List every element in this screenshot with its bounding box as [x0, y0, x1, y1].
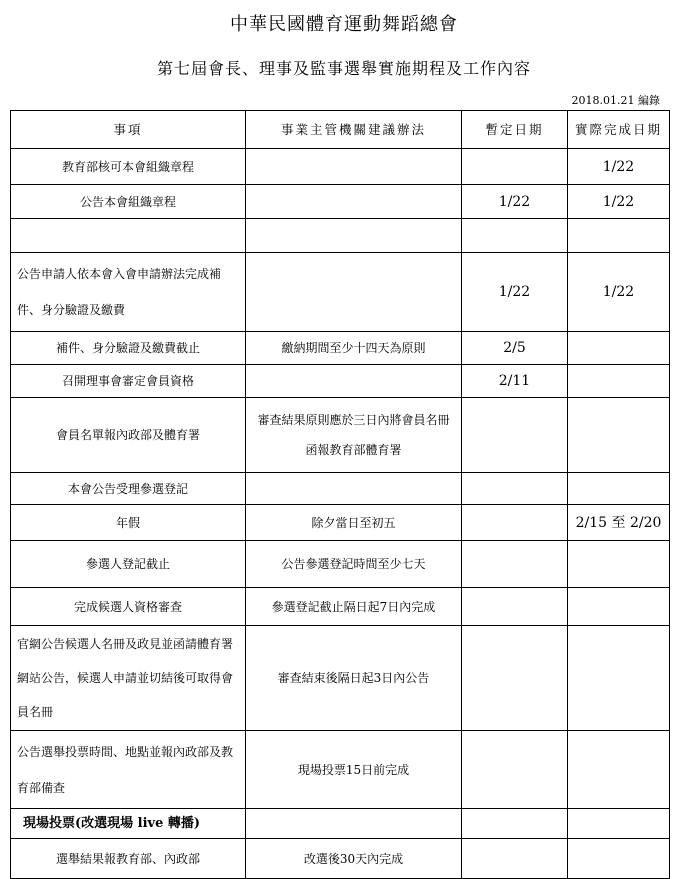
table-cell: 除夕當日至初五 [246, 505, 462, 541]
table-cell [246, 253, 462, 332]
table-cell [462, 505, 568, 541]
table-cell: 年假 [11, 505, 246, 541]
table-cell: 繳納期間至少十四天為原則 [246, 332, 462, 365]
table-cell: 審查結束後隔日起3日內公告 [246, 626, 462, 731]
table-cell: 選舉結果報教育部、內政部 [11, 839, 246, 879]
table-cell: 1/22 [568, 149, 670, 185]
table-row [11, 588, 670, 626]
table-cell [568, 473, 670, 505]
table-cell: 1/22 [568, 185, 670, 219]
table-cell [462, 626, 568, 731]
table-cell [568, 365, 670, 398]
table-row [11, 149, 670, 185]
table-cell [568, 332, 670, 365]
table-cell [462, 398, 568, 473]
table-cell: 1/22 [462, 185, 568, 219]
document-title: 中華民國體育運動舞蹈總會 [230, 14, 458, 35]
date-note: 2018.01.21 編錄 [571, 94, 660, 107]
document-subtitle: 第七屆會長、理事及監事選舉實施期程及工作內容 [156, 59, 531, 78]
table-cell [462, 809, 568, 839]
table-cell: 公告本會組織章程 [11, 185, 246, 219]
table-cell: 補件、身分驗證及繳費截止 [11, 332, 246, 365]
table-cell [462, 219, 568, 253]
table-cell: 現場投票(改選現場 live 轉播) [11, 809, 246, 839]
table-cell: 審查結果原則應於三日內將會員名冊函報教育部體育署 [246, 398, 462, 473]
schedule-table [10, 110, 670, 879]
table-cell: 參選人登記截止 [11, 541, 246, 588]
table-cell: 1/22 [462, 253, 568, 332]
header-cell: 事業主管機關建議辦法 [246, 111, 462, 149]
table-cell [246, 185, 462, 219]
header-cell: 實際完成日期 [568, 111, 670, 149]
table-cell: 1/22 [568, 253, 670, 332]
table-row [11, 626, 670, 731]
table-cell: 會員名單報內政部及體育署 [11, 398, 246, 473]
table-row [11, 809, 670, 839]
table-row [11, 473, 670, 505]
table-cell [462, 839, 568, 879]
table-cell [246, 473, 462, 505]
table-row [11, 839, 670, 879]
table-cell [462, 149, 568, 185]
table-cell [462, 541, 568, 588]
table-cell: 教育部核可本會組織章程 [11, 149, 246, 185]
table-cell [568, 626, 670, 731]
header-row [11, 111, 670, 149]
table-cell [246, 365, 462, 398]
table-cell: 完成候選人資格審查 [11, 588, 246, 626]
table-cell [246, 219, 462, 253]
table-row [11, 332, 670, 365]
table-cell [462, 731, 568, 809]
table-cell: 公告申請人依本會入會申請辦法完成補件、身分驗證及繳費 [11, 253, 246, 332]
table-cell [568, 809, 670, 839]
table-cell [568, 219, 670, 253]
header-cell: 事項 [11, 111, 246, 149]
table-row [11, 219, 670, 253]
table-cell: 公告選舉投票時間、地點並報內政部及教育部備查 [11, 731, 246, 809]
table-row [11, 365, 670, 398]
table-cell [568, 588, 670, 626]
table-cell [568, 839, 670, 879]
table-cell [568, 541, 670, 588]
table-cell: 2/15 至 2/20 [568, 505, 670, 541]
table-cell: 現場投票15日前完成 [246, 731, 462, 809]
table-cell: 召開理事會審定會員資格 [11, 365, 246, 398]
table-cell [568, 398, 670, 473]
table-row [11, 398, 670, 473]
table-cell [246, 809, 462, 839]
table-cell [462, 588, 568, 626]
table-cell [568, 731, 670, 809]
table-row [11, 253, 670, 332]
table-row [11, 541, 670, 588]
table-row [11, 185, 670, 219]
table-cell: 改選後30天內完成 [246, 839, 462, 879]
table-cell [462, 473, 568, 505]
header-cell: 暫定日期 [462, 111, 568, 149]
table-cell: 2/11 [462, 365, 568, 398]
table-row [11, 505, 670, 541]
table-cell: 2/5 [462, 332, 568, 365]
table-cell [11, 219, 246, 253]
table-cell [246, 149, 462, 185]
table-cell: 公告參選登記時間至少七天 [246, 541, 462, 588]
table-cell: 參選登記截止隔日起7日內完成 [246, 588, 462, 626]
table-cell: 官網公告候選人名冊及政見並函請體育署網站公告，候選人申請並切結後可取得會員名冊 [11, 626, 246, 731]
table-row [11, 731, 670, 809]
table-cell: 本會公告受理參選登記 [11, 473, 246, 505]
